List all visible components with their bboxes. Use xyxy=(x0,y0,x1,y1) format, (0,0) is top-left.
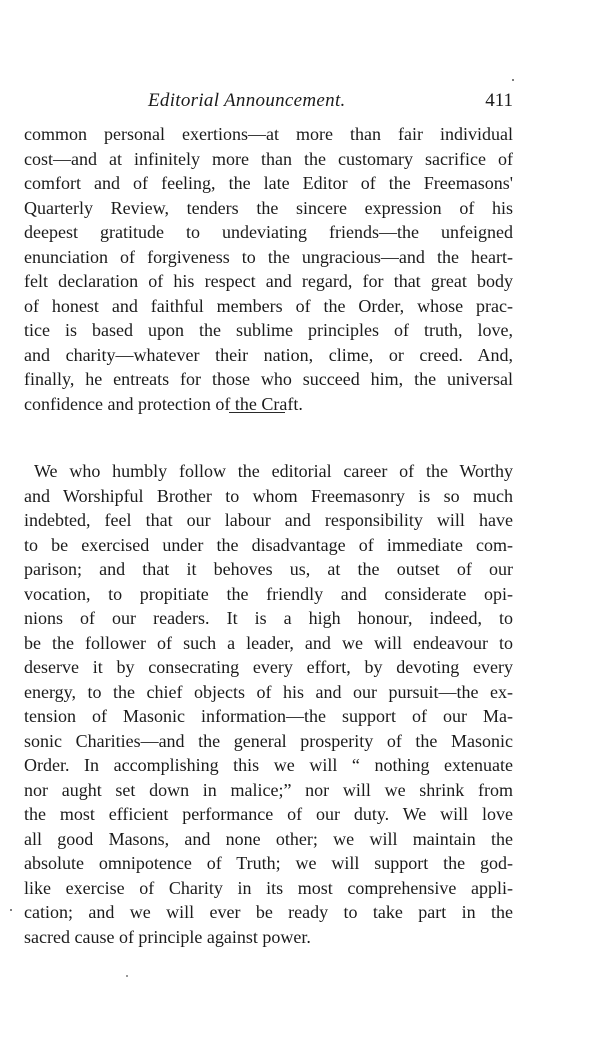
text-line: deepest gratitude to undeviating friends—the unfeigned xyxy=(24,222,513,242)
text-line: comfort and of feeling, the late Editor of the Freemasons' xyxy=(24,173,513,193)
text-line: like exercise of Charity in its most comprehensive appli- xyxy=(24,877,513,898)
text-line: to be exercised under the disadvantage of immediate com- xyxy=(24,534,513,555)
text-line: nor aught set down in malice;” nor will we shrink from xyxy=(24,779,513,800)
text-line: nions of our readers. It is a high honour, indeed, to xyxy=(24,608,513,628)
text-line: Order. In accomplishing this we will “ nothing extenuate xyxy=(24,755,513,775)
text-line: Quarterly Review, tenders the sincere expression of his xyxy=(24,197,513,218)
print-speck xyxy=(126,975,128,977)
text-line: tice is based upon the sublime principles of truth, love, xyxy=(24,320,513,340)
text-line: sacred cause of principle against power. xyxy=(24,926,311,947)
text-line: felt declaration of his respect and regard, for that great body xyxy=(24,271,513,291)
print-speck xyxy=(10,909,12,911)
text-line: indebted, feel that our labour and responsibility will have xyxy=(24,510,513,530)
text-line: cost—and at infinitely more than the customary sacrifice of xyxy=(24,148,513,169)
text-line: vocation, to propitiate the friendly and considerate opi- xyxy=(24,583,513,604)
text-line: parison; and that it behoves us, at the outset of our xyxy=(24,559,513,579)
text-line: confidence and protection of the Craft. xyxy=(24,393,303,414)
text-line: the most efficient performance of our duty. We will love xyxy=(24,804,513,824)
text-line: and Worshipful Brother to whom Freemasonry is so much xyxy=(24,485,513,506)
text-line: be the follower of such a leader, and we will endeavour to xyxy=(24,632,513,653)
running-title: Editorial Announcement. xyxy=(148,90,346,111)
text-line: We who humbly follow the editorial career of the Worthy xyxy=(34,461,513,481)
text-line: finally, he entreats for those who succeed him, the universal xyxy=(24,369,513,389)
text-line: deserve it by consecrating every effort, by devoting every xyxy=(24,657,513,677)
text-line: enunciation of forgiveness to the ungracious—and the heart- xyxy=(24,246,513,267)
print-speck xyxy=(512,79,514,81)
text-line: cation; and we will ever be ready to take part in the xyxy=(24,902,513,922)
page-header xyxy=(24,90,513,116)
paragraph-2 xyxy=(24,459,513,949)
page-number: 411 xyxy=(485,90,513,111)
text-line: energy, to the chief objects of his and our pursuit—the ex- xyxy=(24,681,513,702)
text-line: tension of Masonic information—the support of our Ma- xyxy=(24,706,513,726)
text-line: sonic Charities—and the general prosperity of the Masonic xyxy=(24,730,513,751)
text-line: common personal exertions—at more than fair individual xyxy=(24,124,513,144)
section-divider xyxy=(229,412,285,413)
text-line: of honest and faithful members of the Order, whose prac- xyxy=(24,295,513,316)
text-line: all good Masons, and none other; we will maintain the xyxy=(24,828,513,849)
text-line: absolute omnipotence of Truth; we will support the god- xyxy=(24,853,513,873)
paragraph-1 xyxy=(24,122,513,416)
text-line: and charity—whatever their nation, clime, or creed. And, xyxy=(24,344,513,365)
